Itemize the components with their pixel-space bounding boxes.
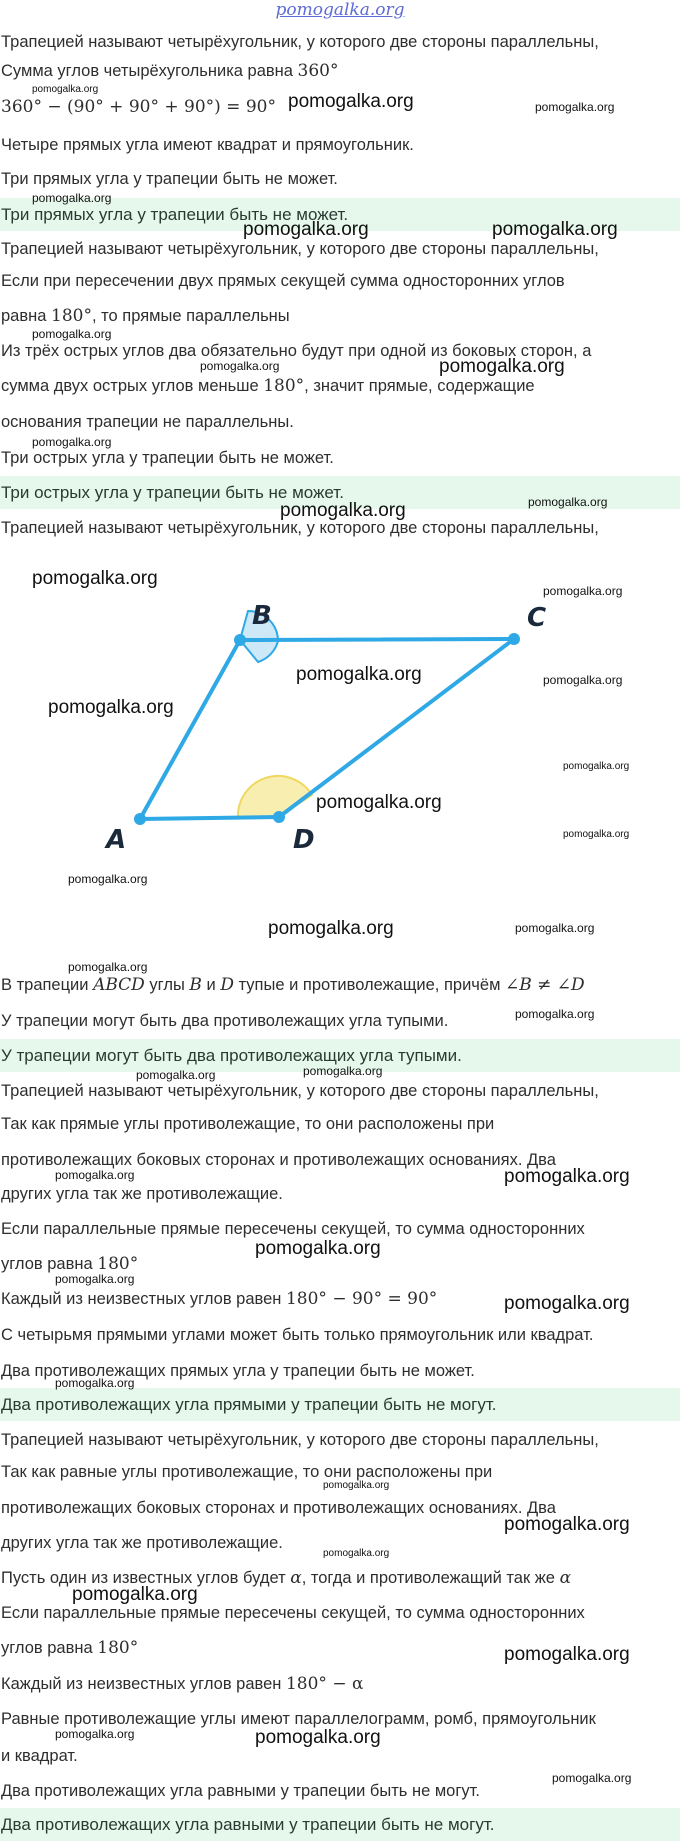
watermark-text: pomogalka.org: [55, 1272, 135, 1286]
text-line: Если при пересечении двух прямых секущей сумма односторонних углов: [1, 272, 565, 290]
watermark-text: pomogalka.org: [136, 1068, 216, 1082]
math-expression: 180°: [97, 1254, 139, 1274]
math-expression: α: [290, 1568, 302, 1588]
text-line: и квадрат.: [1, 1747, 78, 1765]
text-line: Трапецией называют четырёхугольник, у которого две стороны параллельны,: [1, 1082, 599, 1100]
math-expression: 180°: [97, 1638, 139, 1658]
watermark-text: pomogalka.org: [504, 1644, 630, 1665]
text-line: других угла так же противолежащие.: [1, 1534, 283, 1552]
watermark-text: pomogalka.org: [55, 1168, 135, 1182]
text-line: Так как прямые углы противолежащие, то они расположены при: [1, 1115, 495, 1133]
watermark-text: pomogalka.org: [552, 1771, 632, 1785]
watermark-text: pomogalka.org: [68, 872, 148, 886]
watermark-text: pomogalka.org: [563, 829, 630, 840]
answer-text: Три прямых угла у трапеции быть не может.: [1, 205, 349, 224]
watermark-text: pomogalka.org: [515, 1007, 595, 1021]
math-expression: 360°: [297, 61, 339, 81]
watermark-text: pomogalka.org: [528, 495, 608, 509]
vertex-d: [273, 811, 285, 823]
text-line: У трапеции могут быть два противолежащих угла тупыми.: [1, 1012, 449, 1030]
label-c: C: [527, 603, 547, 633]
watermark-text: pomogalka.org: [323, 1480, 390, 1491]
watermark-text: pomogalka.org: [32, 84, 99, 95]
text-line: углов равна 180°: [1, 1254, 139, 1274]
text-line: противолежащих боковых сторонах и противолежащих основаниях. Два: [1, 1151, 556, 1169]
answer-text: Три острых угла у трапеции быть не может.: [1, 483, 344, 502]
text-line: Два противолежащих угла равными у трапеции быть не могут.: [1, 1782, 480, 1800]
watermark-text: pomogalka.org: [255, 1727, 381, 1748]
watermark-text: pomogalka.org: [543, 584, 623, 598]
vertex-b: [234, 634, 246, 646]
label-d: D: [293, 825, 315, 855]
math-expression: ∠B ≠ ∠D: [505, 975, 585, 995]
math-expression: D: [220, 975, 234, 995]
text-line: Три прямых угла у трапеции быть не может.: [1, 170, 338, 188]
text-line: Трапецией называют четырёхугольник, у которого две стороны параллельны,: [1, 240, 599, 258]
math-expression: 180°: [263, 376, 305, 396]
text-line: Если параллельные прямые пересечены секущей, то сумма односторонних: [1, 1220, 585, 1238]
text-line: С четырьмя прямыми углами может быть только прямоугольник или квадрат.: [1, 1326, 594, 1344]
watermark-text: pomogalka.org: [535, 100, 615, 114]
watermark-text: pomogalka.org: [504, 1514, 630, 1535]
label-a: A: [106, 825, 127, 855]
math-expression: B: [189, 975, 202, 995]
text-line: Если параллельные прямые пересечены секущей, то сумма односторонних: [1, 1604, 585, 1622]
watermark-text: pomogalka.org: [439, 356, 565, 377]
vertex-c: [508, 633, 520, 645]
text-line: Три острых угла у трапеции быть не может.: [1, 449, 334, 467]
answer-text: Два противолежащих угла равными у трапеции быть не могут.: [1, 1815, 495, 1834]
watermark-text: pomogalka.org: [543, 673, 623, 687]
text-line: основания трапеции не параллельны.: [1, 413, 294, 431]
text-line: Каждый из неизвестных углов равен 180° − 90° = 90°: [1, 1289, 438, 1309]
trapezoid-figure: [0, 570, 680, 870]
text-line: равна 180°, то прямые параллельны: [1, 306, 290, 326]
watermark-text: pomogalka.org: [32, 435, 112, 449]
math-expression: 180° − 90° = 90°: [285, 1289, 438, 1309]
watermark-text: pomogalka.org: [504, 1293, 630, 1314]
vertex-a: [134, 813, 146, 825]
watermark-text: pomogalka.org: [303, 1064, 383, 1078]
watermark-text: pomogalka.org: [72, 1584, 198, 1605]
label-b: B: [252, 601, 272, 631]
watermark-text: pomogalka.org: [68, 960, 148, 974]
text-line: Четыре прямых угла имеют квадрат и прямоугольник.: [1, 136, 414, 154]
watermark-text: pomogalka.org: [268, 918, 394, 939]
text-line: сумма двух острых углов меньше 180°, значит прямые, содержащие: [1, 376, 535, 396]
text-line: Так как равные углы противолежащие, то они расположены при: [1, 1463, 493, 1481]
text-line: Пусть один из известных углов будет α, тогда и противолежащий так же α: [1, 1568, 572, 1588]
watermark-text: pomogalka.org: [504, 1166, 630, 1187]
watermark-text: pomogalka.org: [32, 327, 112, 341]
text-line: Равные противолежащие углы имеют параллелограмм, ромб, прямоугольник: [1, 1710, 596, 1728]
watermark-text: pomogalka.org: [32, 568, 158, 589]
watermark-text: pomogalka.org: [200, 359, 280, 373]
text-line: других угла так же противолежащие.: [1, 1185, 283, 1203]
math-expression: 180° − α: [285, 1674, 364, 1694]
angle-d-arc: [238, 776, 312, 818]
watermark-text: pomogalka.org: [492, 219, 618, 240]
text-line: Сумма углов четырёхугольника равна 360°: [1, 61, 339, 81]
watermark-text: pomogalka.org: [288, 91, 414, 112]
text-line: Два противолежащих прямых угла у трапеции быть не может.: [1, 1362, 475, 1380]
text-line: Из трёх острых углов два обязательно будут при одной из боковых сторон, а: [1, 342, 592, 360]
watermark-text: pomogalka.org: [55, 1727, 135, 1741]
watermark-text: pomogalka.org: [243, 219, 369, 240]
text-line: Трапецией называют четырёхугольник, у которого две стороны параллельны,: [1, 1431, 599, 1449]
watermark-text: pomogalka.org: [48, 697, 174, 718]
watermark-text: pomogalka.org: [255, 1238, 381, 1259]
math-expression: ABCD: [93, 975, 145, 995]
answer-text: У трапеции могут быть два противолежащих угла тупыми.: [1, 1046, 462, 1065]
watermark-text: pomogalka.org: [515, 921, 595, 935]
watermark-text: pomogalka.org: [32, 191, 112, 205]
math-expression: 180°: [51, 306, 92, 326]
math-expression: 360° − (90° + 90° + 90°) = 90°: [1, 97, 276, 117]
site-header-link[interactable]: pomogalka.org: [275, 0, 405, 20]
math-expression: α: [559, 1568, 572, 1588]
watermark-text: pomogalka.org: [323, 1548, 390, 1559]
text-line: углов равна 180°: [1, 1638, 139, 1658]
watermark-text: pomogalka.org: [55, 1376, 135, 1390]
watermark-text: pomogalka.org: [296, 664, 422, 685]
text-line: Каждый из неизвестных углов равен 180° − α: [1, 1674, 364, 1694]
text-line: Трапецией называют четырёхугольник, у которого две стороны параллельны,: [1, 519, 599, 537]
text-line: В трапеции ABCD углы B и D тупые и противолежащие, причём ∠B ≠ ∠D: [1, 975, 585, 995]
watermark-text: pomogalka.org: [280, 500, 406, 521]
watermark-text: pomogalka.org: [316, 792, 442, 813]
watermark-text: pomogalka.org: [563, 761, 630, 772]
answer-text: Два противолежащих угла прямыми у трапеции быть не могут.: [1, 1395, 497, 1414]
text-line: противолежащих боковых сторонах и противолежащих основаниях. Два: [1, 1499, 556, 1517]
text-line: Трапецией называют четырёхугольник, у которого две стороны параллельны,: [1, 33, 599, 51]
